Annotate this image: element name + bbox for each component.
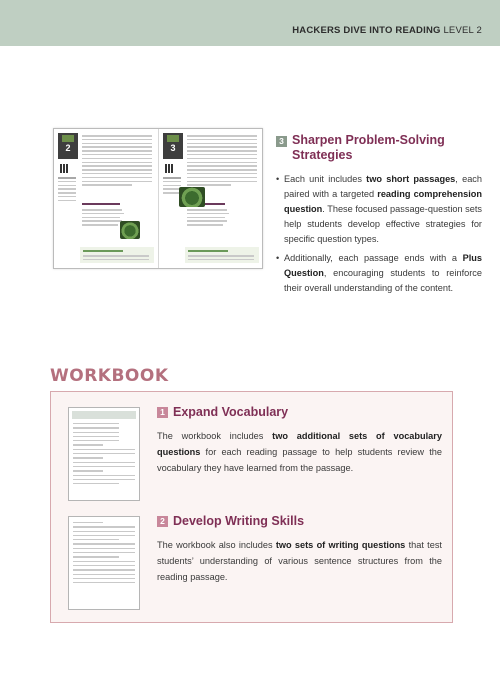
unit-number: 2	[65, 143, 71, 153]
item-number-badge: 1	[157, 407, 168, 418]
leaf-icon	[167, 135, 179, 142]
item-title: Expand Vocabulary	[173, 405, 289, 419]
sharpen-strategies-section	[276, 133, 482, 300]
passage-photo	[120, 221, 140, 239]
unit-number: 3	[170, 143, 176, 153]
spread-left-page	[54, 129, 158, 268]
series-name: HACKERS DIVE INTO READING	[292, 25, 441, 36]
passage-photo	[179, 187, 205, 207]
section-title	[292, 133, 482, 163]
item-title: Develop Writing Skills	[173, 514, 305, 528]
unit-tab	[58, 133, 78, 159]
workbook-heading: WORKBOOK	[50, 366, 169, 386]
header-bar	[0, 0, 500, 46]
item-description: The workbook also includes two sets of writing questions that test students’ understanding of various sentence structures from the reading passage.	[157, 540, 442, 582]
item-description: The workbook includes two additional sets of vocabulary questions for each reading passage to help students review the vocabulary they have learned from the passage.	[157, 431, 442, 473]
student-book-spread-thumbnail	[53, 128, 263, 269]
plus-question-box	[185, 247, 259, 263]
develop-writing-section	[157, 513, 442, 585]
spread-right-page	[159, 129, 263, 268]
unit-tab	[163, 133, 183, 159]
series-title	[292, 25, 482, 36]
feature-bullets	[276, 172, 482, 296]
vocab-sidebar	[58, 177, 76, 204]
passage-text	[82, 135, 152, 188]
series-level: LEVEL 2	[440, 25, 482, 36]
comprehension-question	[82, 203, 152, 228]
section-number-badge: 3	[276, 136, 287, 147]
section-title-line1: Sharpen Problem-Solving	[292, 133, 445, 147]
vocabulary-page-thumbnail	[68, 407, 140, 501]
leaf-icon	[62, 135, 74, 142]
qr-code-icon	[165, 164, 174, 173]
plus-question-box	[80, 247, 154, 263]
qr-code-icon	[60, 164, 69, 173]
item-number-badge: 2	[157, 516, 168, 527]
writing-page-thumbnail	[68, 516, 140, 610]
workbook-panel	[50, 391, 453, 623]
passage-text	[187, 135, 257, 188]
bullet-item: • Additionally, each passage ends with a Plus Question, encouraging students to reinforce their overall understanding of the content.	[276, 251, 482, 296]
bullet-item: • Each unit includes two short passages, each paired with a targeted reading comprehension question. These focused passage-question sets help students develop effective strategies for specific question types.	[276, 172, 482, 247]
expand-vocabulary-section	[157, 404, 442, 476]
section-title-line2: Strategies	[292, 148, 353, 162]
